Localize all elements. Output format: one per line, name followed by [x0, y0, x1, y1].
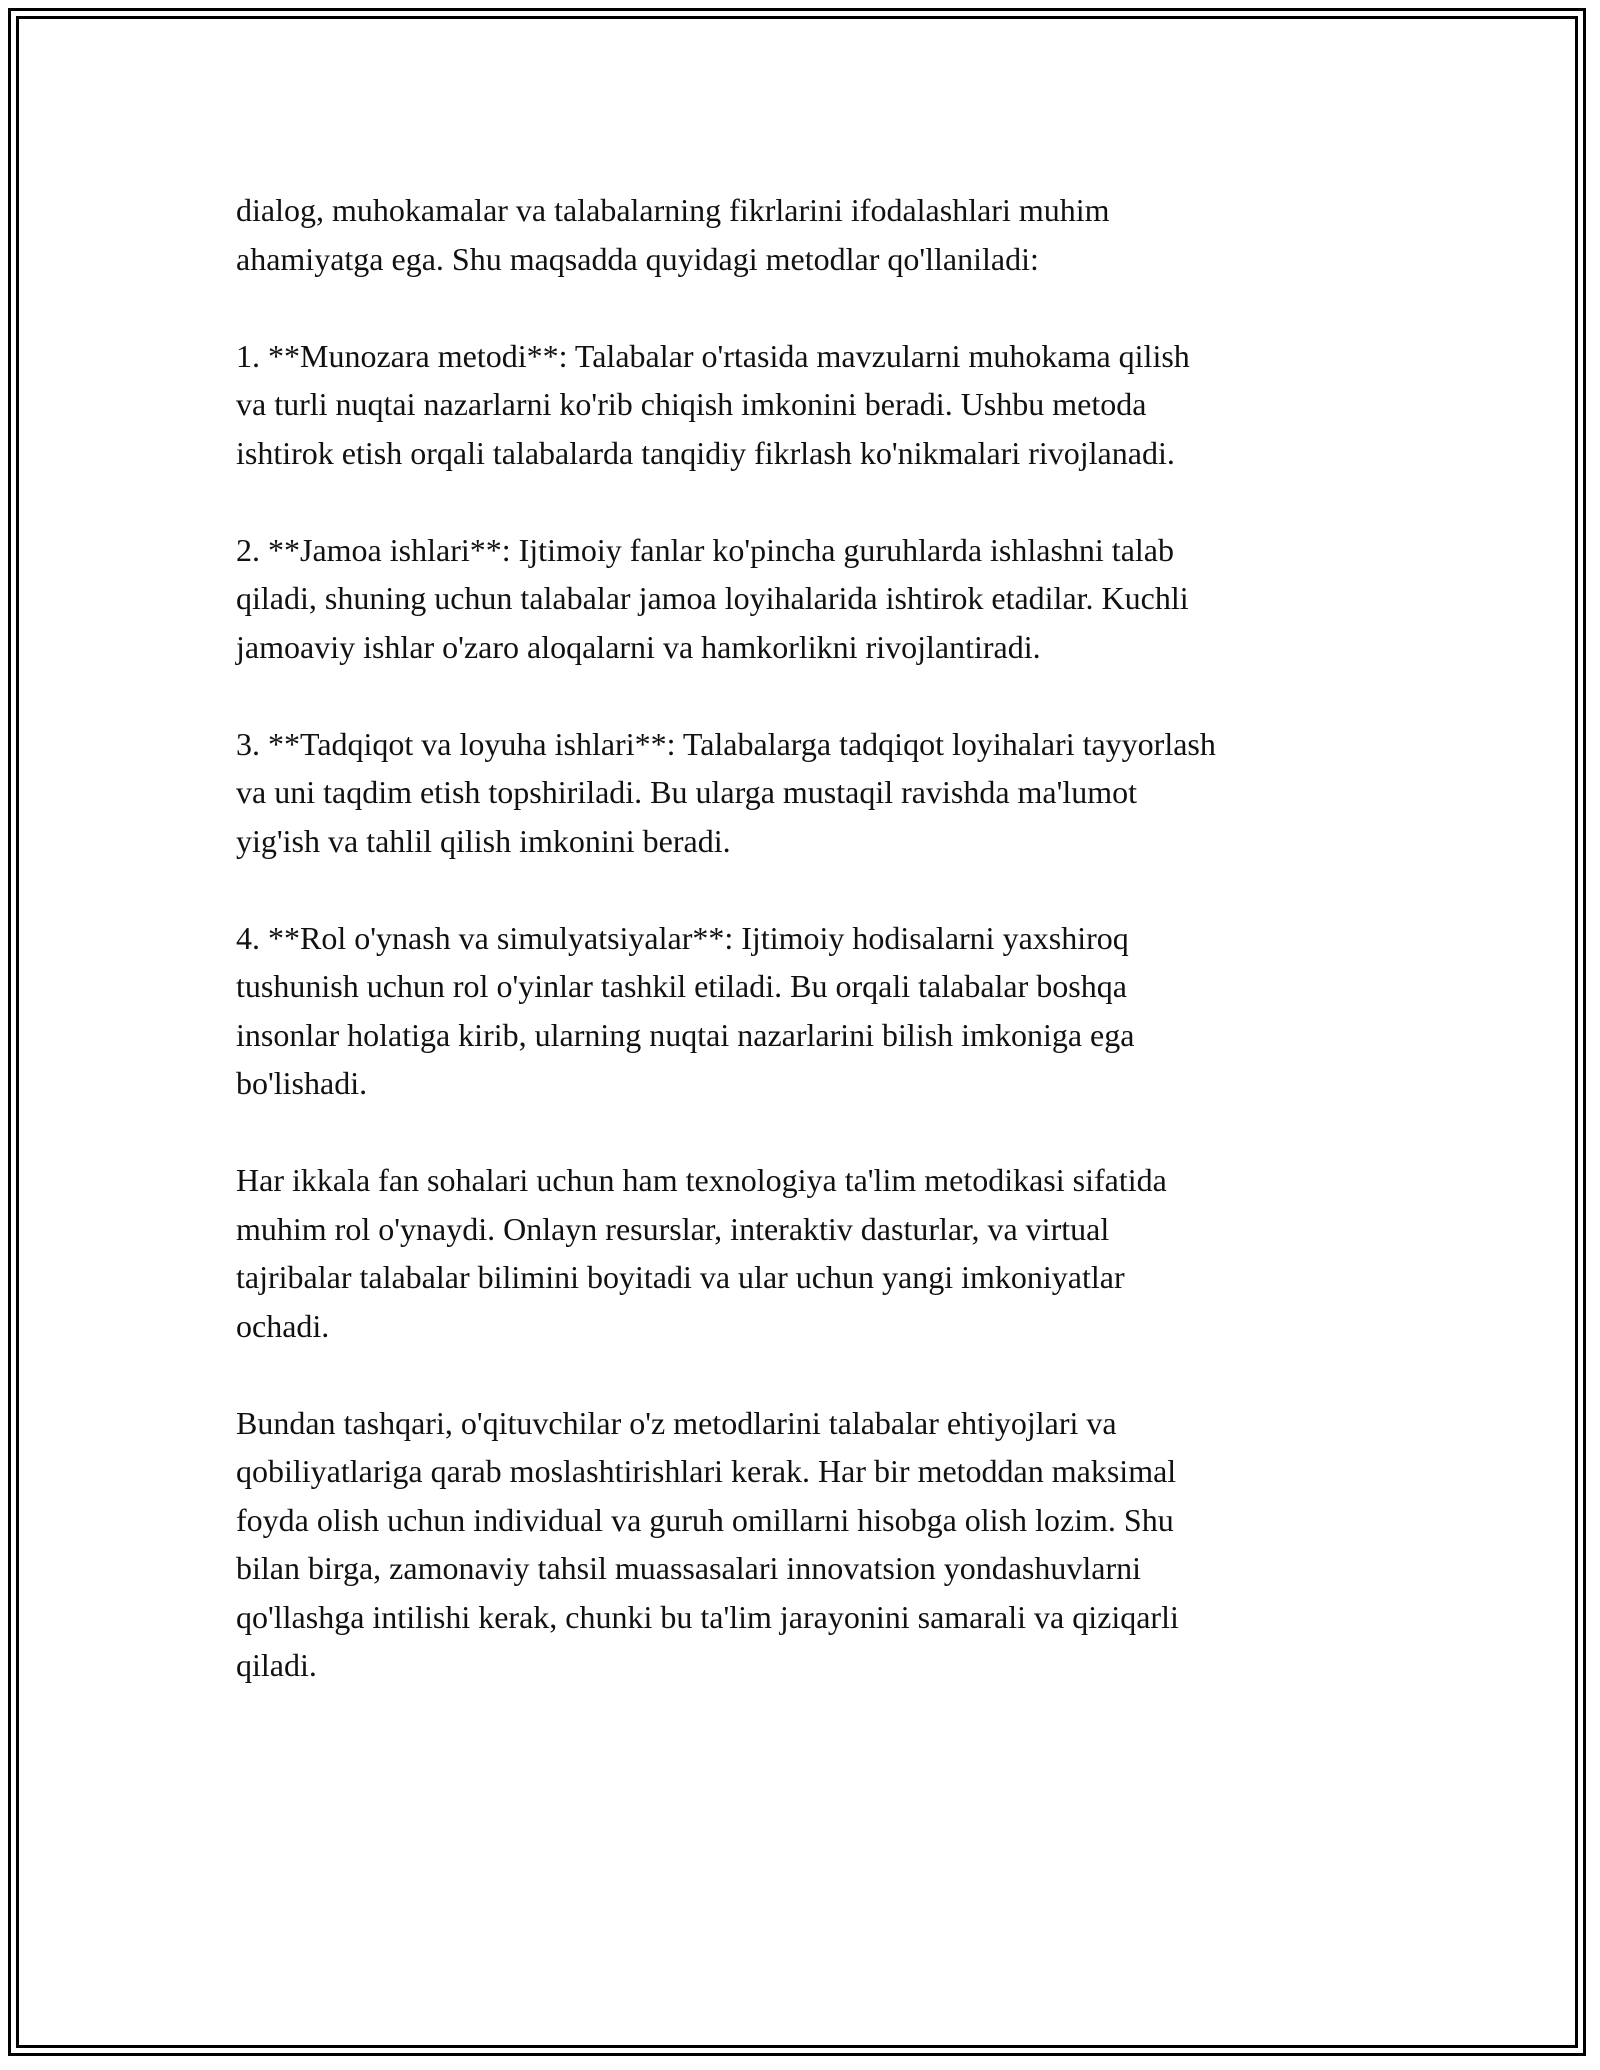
paragraph-conclusion: Bundan tashqari, o'qituvchilar o'z metodlarini talabalar ehtiyojlari va qobiliyatlariga qarab moslashtirishlari kerak. Har bir metoddan maksimal foyda olish uchun individual va guruh omillarni hisobga olish lozim. Shu bilan birga, zamonaviy tahsil muassasalari innovatsion yondashuvlarni qo'llashga intilishi kerak, chunki bu ta'lim jarayonini samarali va qiziqarli qiladi. — [236, 1404, 1179, 1683]
paragraph-rol-oynash: 4. **Rol o'ynash va simulyatsiyalar**: Ijtimoiy hodisalarni yaxshiroq tushunish uchun rol o'yinlar tashkil etiladi. Bu orqali talabalar boshqa insonlar holatiga kirib, ularning nuqtai nazarlarini bilish imkoniga ega bo'lishadi. — [236, 919, 1135, 1101]
paragraph-munozara-metodi: 1. **Munozara metodi**: Talabalar o'rtasida mavzularni muhokama qilish va turli nuqtai nazarlarni ko'rib chiqish imkonini beradi. Ushbu metoda ishtirok etish orqali talabalarda tanqidiy fikrlash ko'nikmalari rivojlanadi. — [236, 337, 1190, 471]
paragraph-tadqiqot-ishlari: 3. **Tadqiqot va loyuha ishlari**: Talabalarga tadqiqot loyihalari tayyorlash va uni taqdim etish topshiriladi. Bu ularga mustaqil ravishda ma'lumot yig'ish va tahlil qilish imkonini beradi. — [236, 725, 1216, 859]
document-body — [236, 186, 1396, 1738]
paragraph-texnologiya: Har ikkala fan sohalari uchun ham texnologiya ta'lim metodikasi sifatida muhim rol o'ynaydi. Onlayn resurslar, interaktiv dasturlar, va virtual tajribalar talabalar bilimini boyitadi va ular uchun yangi imkoniyatlar ochadi. — [236, 1162, 1167, 1344]
paragraph-intro: dialog, muhokamalar va talabalarning fikrlarini ifodalashlari muhim ahamiyatga ega. Shu maqsadda quyidagi metodlar qo'llaniladi: — [236, 192, 1110, 277]
paragraph-jamoa-ishlari: 2. **Jamoa ishlari**: Ijtimoiy fanlar ko'pincha guruhlarda ishlashni talab qiladi, shuning uchun talabalar jamoa loyihalarida ishtirok etadilar. Kuchli jamoaviy ishlar o'zaro aloqalarni va hamkorlikni rivojlantiradi. — [236, 531, 1189, 665]
